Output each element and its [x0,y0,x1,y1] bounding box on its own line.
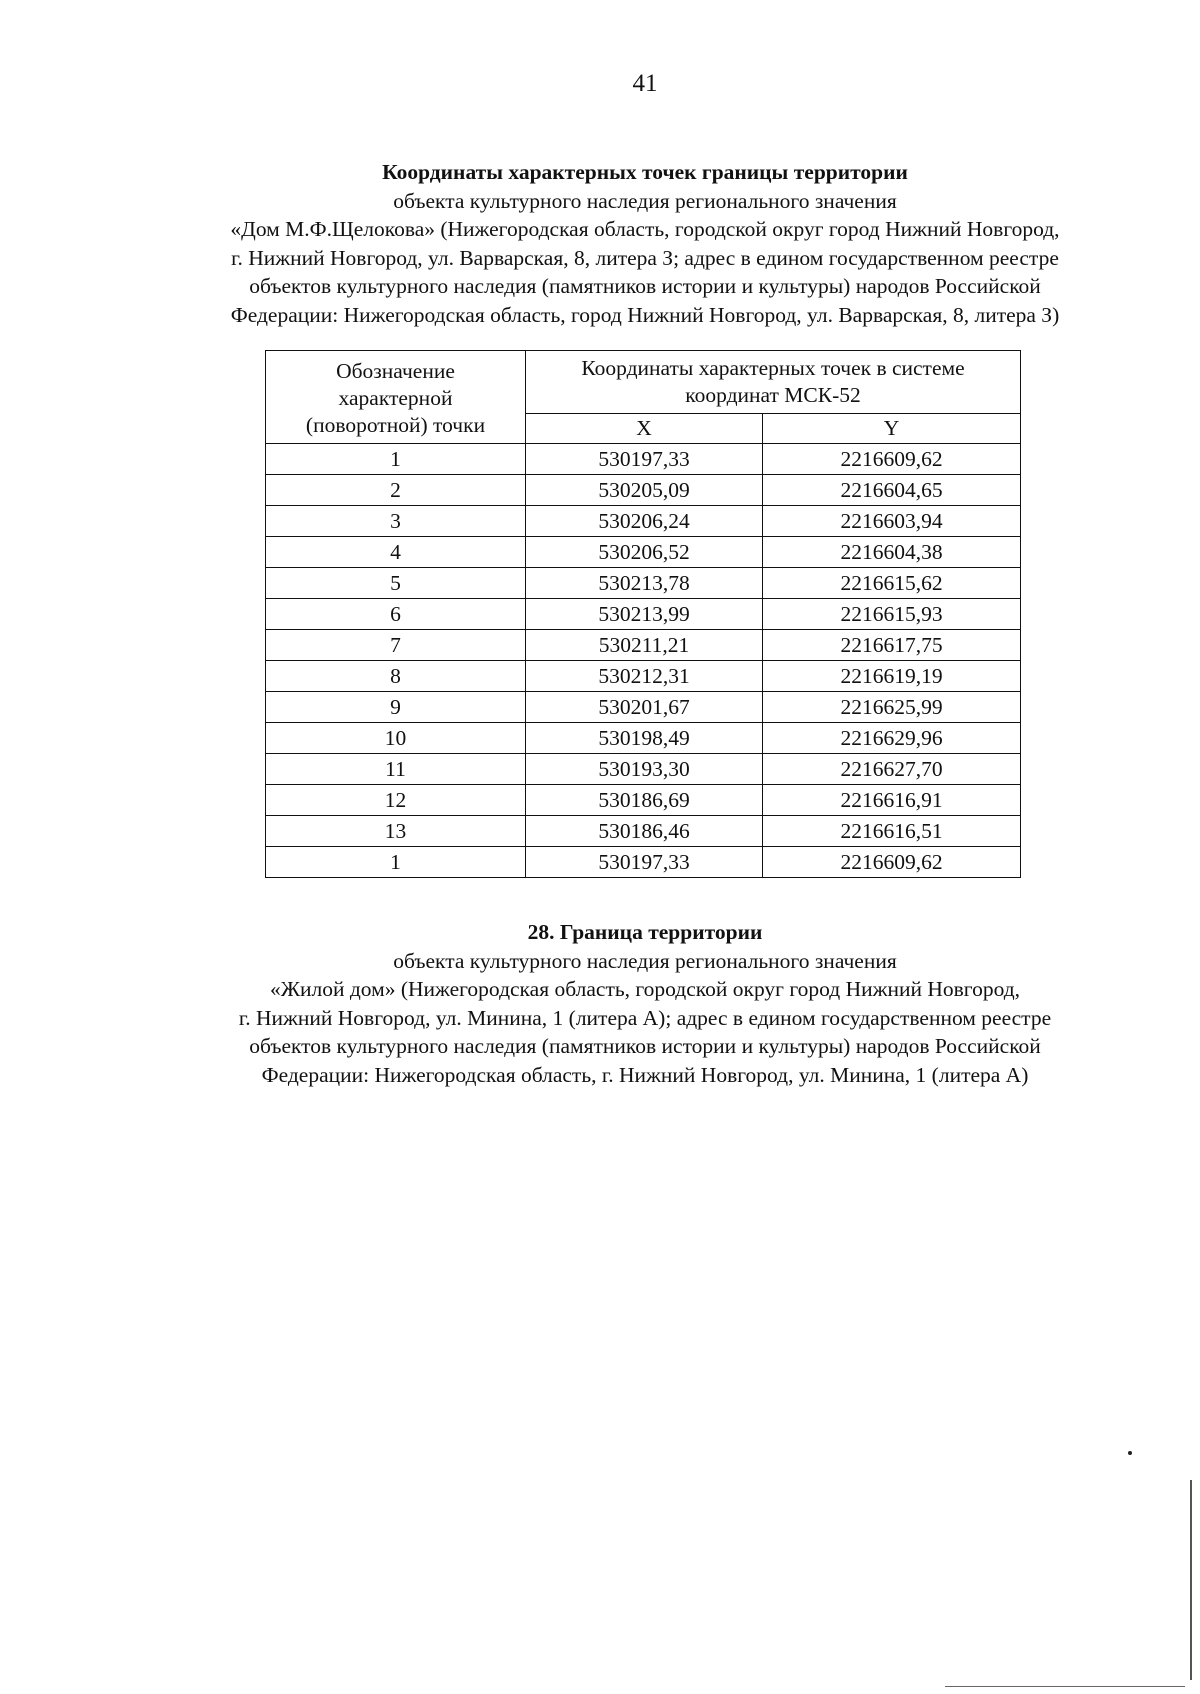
header-text: характерной [338,385,453,410]
table-row [266,506,1021,537]
header-text: координат МСК-52 [685,383,861,407]
y-cell: 2216625,99 [763,692,1021,723]
section-coordinates-heading [150,158,1140,329]
x-cell: 530197,33 [526,847,763,878]
x-cell: 530197,33 [526,444,763,475]
table-row [266,661,1021,692]
table-body [266,444,1021,878]
header-text: Координаты характерных точек в системе [581,356,965,380]
header-text: Обозначение [336,358,455,383]
point-cell: 6 [266,599,526,630]
point-cell: 5 [266,568,526,599]
y-cell: 2216619,19 [763,661,1021,692]
y-cell: 2216604,38 [763,537,1021,568]
section-title: Координаты характерных точек границы территории [382,160,908,184]
point-cell: 8 [266,661,526,692]
table-row [266,599,1021,630]
table-header-row [266,351,1021,414]
page-number: 41 [632,70,658,97]
heading-line: «Жилой дом» (Нижегородская область, городской округ город Нижний Новгород, [269,977,1021,1001]
header-x: X [526,414,763,444]
y-cell: 2216604,65 [763,475,1021,506]
table-row [266,568,1021,599]
header-y: Y [763,414,1021,444]
y-cell: 2216627,70 [763,754,1021,785]
x-cell: 530212,31 [526,661,763,692]
heading-line: объектов культурного наследия (памятников истории и культуры) народов Российской [249,274,1041,298]
x-cell: 530206,52 [526,537,763,568]
point-cell: 11 [266,754,526,785]
y-cell: 2216609,62 [763,847,1021,878]
table-row [266,785,1021,816]
table-row [266,692,1021,723]
y-cell: 2216609,62 [763,444,1021,475]
x-cell: 530213,99 [526,599,763,630]
section-boundary-heading [150,918,1140,1089]
x-cell: 530213,78 [526,568,763,599]
heading-line: объекта культурного наследия регионального значения [393,188,897,213]
y-cell: 2216603,94 [763,506,1021,537]
y-cell: 2216615,93 [763,599,1021,630]
y-cell: 2216629,96 [763,723,1021,754]
margin-dot [1128,1451,1132,1455]
bottom-rule [945,1686,1185,1687]
table-row [266,723,1021,754]
point-cell: 13 [266,816,526,847]
point-cell: 7 [266,630,526,661]
heading-line: г. Нижний Новгород, ул. Варварская, 8, литера З; адрес в едином государственном реестре [231,245,1059,270]
section-title: 28. Граница территории [527,920,763,944]
scan-edge-line [1190,1480,1192,1680]
coordinates-table [265,350,1021,878]
y-cell: 2216616,91 [763,785,1021,816]
y-cell: 2216615,62 [763,568,1021,599]
y-cell: 2216617,75 [763,630,1021,661]
header-text: (поворотной) точки [305,412,486,437]
x-cell: 530186,46 [526,816,763,847]
y-cell: 2216616,51 [763,816,1021,847]
x-cell: 530205,09 [526,475,763,506]
x-cell: 530193,30 [526,754,763,785]
point-cell: 1 [266,847,526,878]
table-row [266,444,1021,475]
point-cell: 2 [266,475,526,506]
header-point-designation [266,351,526,444]
point-cell: 4 [266,537,526,568]
header-coordinates [526,351,1021,414]
point-cell: 12 [266,785,526,816]
table-row [266,537,1021,568]
table-row [266,630,1021,661]
point-cell: 9 [266,692,526,723]
x-cell: 530206,24 [526,506,763,537]
heading-line: «Дом М.Ф.Щелокова» (Нижегородская область, городской округ город Нижний Новгород, [230,217,1060,241]
heading-line: г. Нижний Новгород, ул. Минина, 1 (литера А); адрес в едином государственном реестре [238,1005,1052,1030]
point-cell: 1 [266,444,526,475]
heading-line: Федерации: Нижегородская область, г. Нижний Новгород, ул. Минина, 1 (литера А) [261,1062,1029,1087]
x-cell: 530186,69 [526,785,763,816]
x-cell: 530211,21 [526,630,763,661]
table-row [266,847,1021,878]
x-cell: 530201,67 [526,692,763,723]
x-cell: 530198,49 [526,723,763,754]
table-row [266,475,1021,506]
table-row [266,816,1021,847]
heading-line: Федерации: Нижегородская область, город Нижний Новгород, ул. Варварская, 8, литера З) [230,302,1060,327]
point-cell: 3 [266,506,526,537]
heading-line: объектов культурного наследия (памятников истории и культуры) народов Российской [249,1034,1041,1058]
heading-line: объекта культурного наследия регионального значения [393,948,897,973]
table-row [266,754,1021,785]
point-cell: 10 [266,723,526,754]
